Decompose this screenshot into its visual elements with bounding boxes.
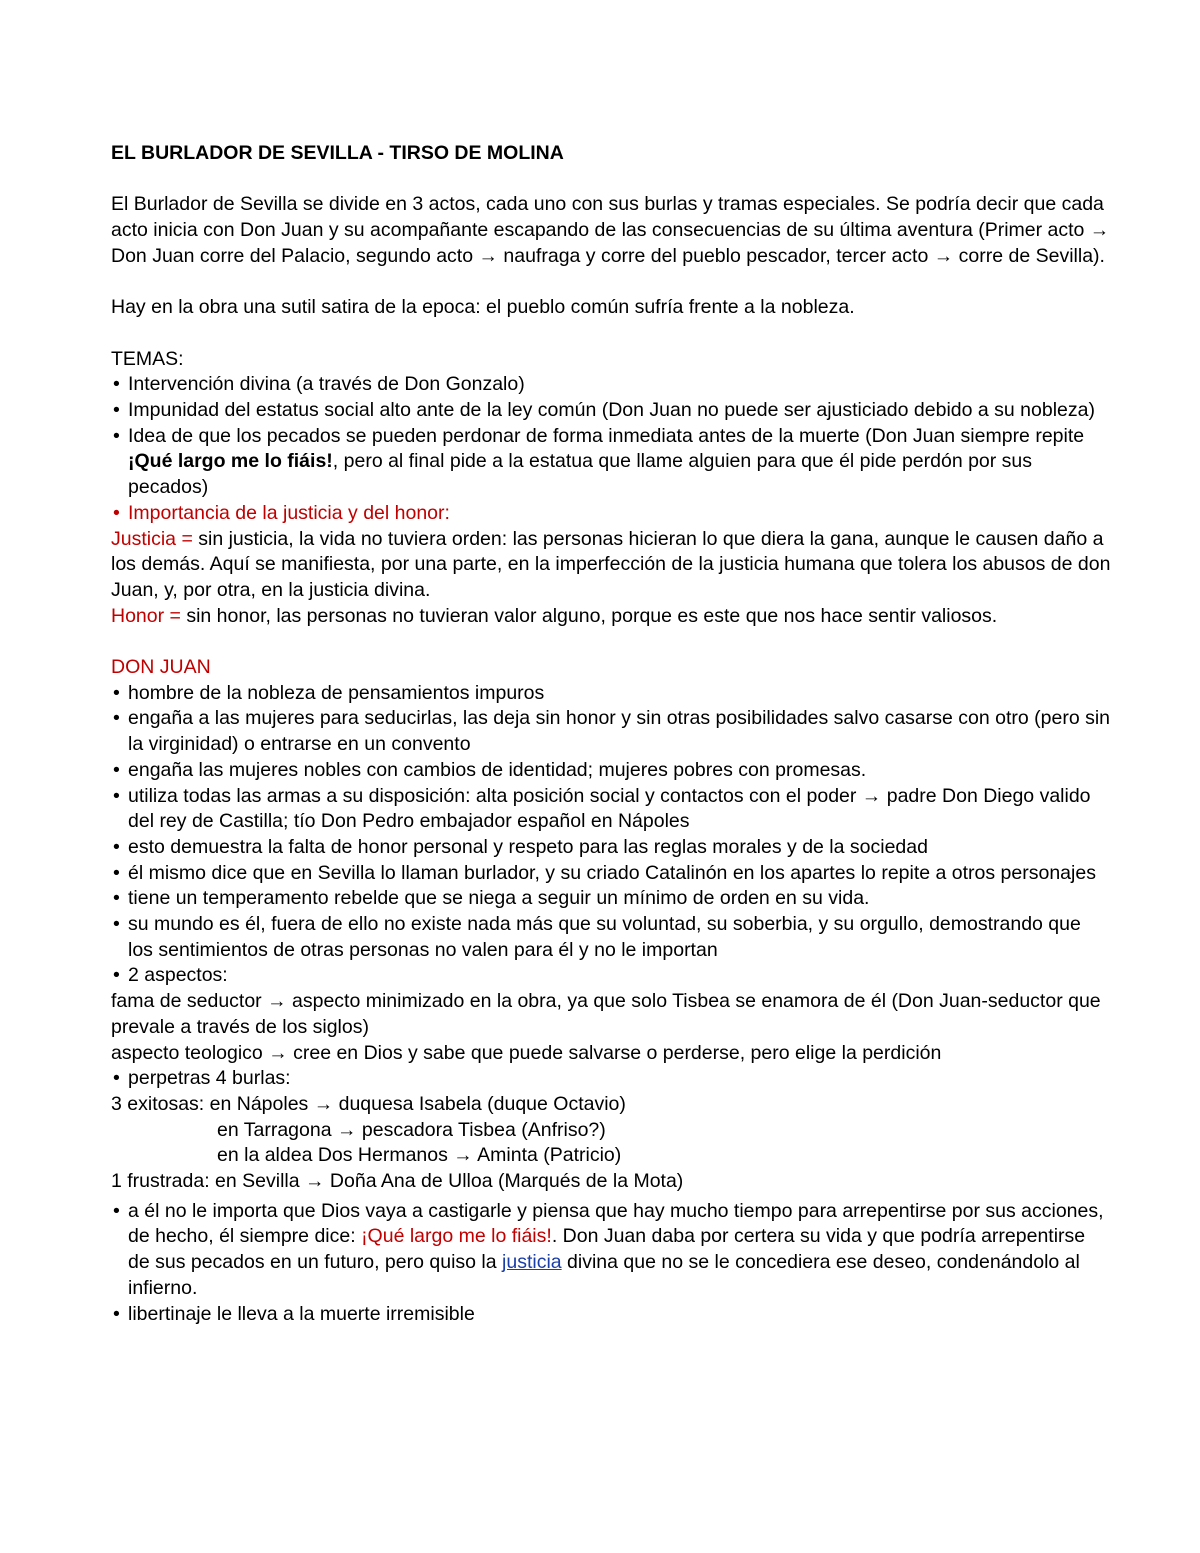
satire-paragraph: Hay en la obra una sutil satira de la epoca: el pueblo común sufría frente a la nobleza.: [111, 296, 855, 319]
bullet-icon: •: [113, 1067, 120, 1090]
list-item: • utiliza todas las armas a su disposición: alta posición social y contactos con el poder → padre Don Diego valido del rey de Castilla; tío Don Pedro embajador español en Nápoles: [113, 784, 1091, 833]
quote-red: ¡Qué largo me lo fiáis!: [361, 1225, 552, 1248]
bullet-icon: •: [113, 424, 120, 447]
exitosas-line-1: 3 exitosas: en Nápoles → duquesa Isabela (duque Octavio): [111, 1092, 626, 1115]
exitosas-line-2: en Tarragona → pescadora Tisbea (Anfriso?): [217, 1118, 606, 1141]
honor-paragraph: Honor = sin honor, las personas no tuvieran valor alguno, porque es este que nos hace sentir valiosos.: [111, 604, 998, 627]
list-item: • engaña las mujeres nobles con cambios de identidad; mujeres pobres con promesas.: [111, 758, 1111, 784]
temas-heading: TEMAS:: [111, 347, 184, 370]
document-title: EL BURLADOR DE SEVILLA - TIRSO DE MOLINA: [111, 142, 564, 164]
final-list: [111, 1199, 1111, 1328]
temas-list: [111, 372, 1111, 526]
list-item: • Intervención divina (a través de Don Gonzalo): [111, 372, 1111, 398]
fama-paragraph: fama de seductor → aspecto minimizado en la obra, ya que solo Tisbea se enamora de él (Don Juan-seductor que prevale a través de los siglos): [111, 990, 1101, 1038]
list-item: • engaña a las mujeres para seducirlas, las deja sin honor y sin otras posibilidades salvo casarse con otro (pero sin la virginidad) o entrarse en un convento: [113, 707, 1111, 756]
bullet-icon: •: [113, 861, 120, 884]
justicia-label: Justicia =: [111, 527, 193, 550]
bullet-icon: •: [113, 373, 120, 396]
bullet-icon: •: [113, 758, 120, 781]
bullet-icon: •: [113, 501, 120, 524]
list-item: • 2 aspectos:: [111, 963, 1111, 989]
honor-label: Honor =: [111, 604, 181, 627]
bullet-icon: •: [113, 835, 120, 858]
bullet-icon: •: [113, 707, 120, 730]
justicia-paragraph: Justicia = sin justicia, la vida no tuviera orden: las personas hicieran lo que diera la gana, aunque le causen daño a los demás. Aquí se manifiesta, por una parte, en la imperfección de la justicia humana que tolera los abusos de don Juan, y, por otra, en la justicia divina.: [111, 527, 1111, 601]
list-item: • a él no le importa que Dios vaya a castigarle y piensa que hay mucho tiempo para arrepentirse por sus acciones, de hecho, él siempre dice: ¡Qué largo me lo fiáis!. Don Juan daba por certera su vida y que podría arrepentirse de sus pecados en un futuro, pero quiso la justicia divina que no se le concediera ese deseo, condenándolo al infierno.: [113, 1199, 1104, 1299]
list-item: • su mundo es él, fuera de ello no existe nada más que su voluntad, su soberbia, y su orgullo, demostrando que los sentimientos de otras personas no valen para él y no le importan: [113, 913, 1081, 961]
bullet-icon: •: [113, 913, 120, 936]
bullet-icon: •: [113, 887, 120, 910]
bullet-icon: •: [113, 398, 120, 421]
list-item: • Importancia de la justicia y del honor:: [111, 501, 1111, 527]
bullet-icon: •: [113, 964, 120, 987]
teologico-paragraph: aspecto teologico → cree en Dios y sabe que puede salvarse o perderse, pero elige la perdición: [111, 1041, 942, 1064]
bullet-icon: •: [113, 681, 120, 704]
bullet-icon: •: [113, 1302, 120, 1325]
list-item: • perpetras 4 burlas:: [111, 1066, 1111, 1092]
document-body: [111, 141, 1111, 1327]
list-item: • Impunidad del estatus social alto ante de la ley común (Don Juan no puede ser ajusticiado debido a su nobleza): [111, 398, 1111, 424]
justicia-link[interactable]: justicia: [502, 1251, 562, 1274]
burlas-list: [111, 1066, 1111, 1092]
list-item: • tiene un temperamento rebelde que se niega a seguir un mínimo de orden en su vida.: [111, 886, 1111, 912]
list-item: • libertinaje le lleva a la muerte irremisible: [111, 1302, 1111, 1328]
list-item: • él mismo dice que en Sevilla lo llaman burlador, y su criado Catalinón en los apartes lo repite a otros personajes: [111, 861, 1111, 887]
bullet-icon: •: [113, 784, 120, 807]
list-item: • hombre de la nobleza de pensamientos impuros: [111, 681, 1111, 707]
donjuan-list: [111, 681, 1111, 989]
bullet-icon: •: [113, 1199, 120, 1222]
donjuan-heading: DON JUAN: [111, 656, 211, 678]
list-item: • esto demuestra la falta de honor personal y respeto para las reglas morales y de la sociedad: [111, 835, 1111, 861]
quote-bold: ¡Qué largo me lo fiáis!: [128, 450, 333, 473]
frustrada-line: 1 frustrada: en Sevilla → Doña Ana de Ulloa (Marqués de la Mota): [111, 1170, 684, 1193]
list-item: • Idea de que los pecados se pueden perdonar de forma inmediata antes de la muerte (Don Juan siempre repite ¡Qué largo me lo fiáis!, pero al final pide a la estatua que llame alguien para que él pide perdón por sus pecados): [113, 424, 1085, 499]
intro-paragraph: El Burlador de Sevilla se divide en 3 actos, cada uno con sus burlas y tramas especiales. Se podría decir que cada acto inicia con Don Juan y su acompañante escapando de las consecuencias de su última aventura (Primer acto → Don Juan corre del Palacio, segundo acto → naufraga y corre del pueblo pescador, tercer acto → corre de Sevilla).: [111, 193, 1110, 267]
exitosas-line-3: en la aldea Dos Hermanos → Aminta (Patricio): [217, 1144, 622, 1167]
